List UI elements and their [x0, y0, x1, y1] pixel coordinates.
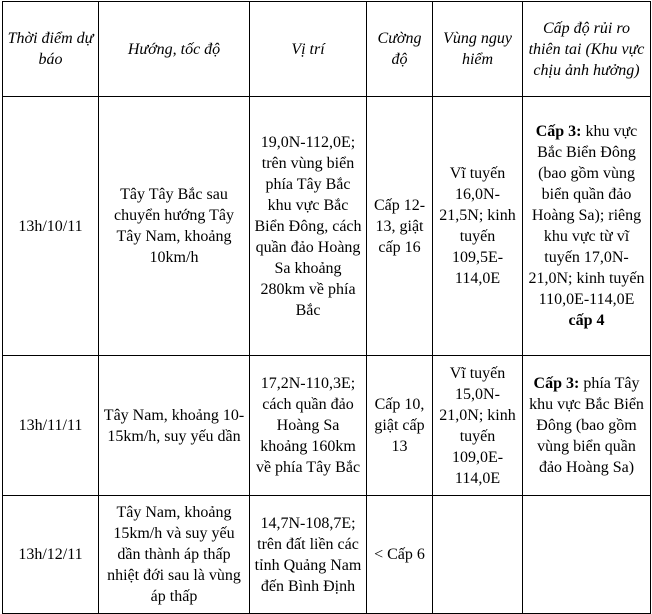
header-position: Vị trí [250, 2, 367, 97]
cell-risk-level [523, 356, 651, 496]
forecast-table [2, 1, 651, 614]
header-danger-zone: Vùng nguy hiểm [433, 2, 523, 97]
risk-level-bold: Cấp 3: [535, 123, 582, 140]
table-row [3, 97, 651, 356]
cell-time: 13h/10/11 [3, 97, 99, 356]
risk-level-text: khu vực Bắc Biển Đông (bao gồm vùng biển quần đảo Hoàng Sa); riêng khu vực từ vĩ tuyến 17,0N-21,0N; kinh tuyến 110,0E-114,0E [528, 123, 645, 308]
cell-time: 13h/12/11 [3, 496, 99, 614]
cell-intensity: Cấp 12-13, giật cấp 16 [367, 97, 433, 356]
cell-time: 13h/11/11 [3, 356, 99, 496]
cell-intensity: < Cấp 6 [367, 496, 433, 614]
risk-level-bold: Cấp 3: [533, 375, 580, 392]
cell-direction: Tây Nam, khoảng 10-15km/h, suy yếu dần [99, 356, 250, 496]
header-intensity: Cường độ [367, 2, 433, 97]
cell-position: 19,0N-112,0E; trên vùng biển phía Tây Bắc khu vực Bắc Biển Đông, cách quần đảo Hoàng Sa khoảng 280km về phía Bắc [250, 97, 367, 356]
cell-position: 17,2N-110,3E; cách quần đảo Hoàng Sa khoảng 160km về phía Tây Bắc [250, 356, 367, 496]
cell-intensity: Cấp 10, giật cấp 13 [367, 356, 433, 496]
cell-risk-level [523, 496, 651, 614]
cell-danger-zone [433, 496, 523, 614]
header-time: Thời điểm dự báo [3, 2, 99, 97]
table-row [3, 356, 651, 496]
table-row [3, 496, 651, 614]
cell-danger-zone: Vĩ tuyến 15,0N-21,0N; kinh tuyến 109,0E-114,0E [433, 356, 523, 496]
risk-level-text: phía Tây khu vực Bắc Biển Đông (bao gồm vùng biển quần đảo Hoàng Sa) [529, 375, 644, 476]
cell-direction: Tây Tây Bắc sau chuyển hướng Tây Tây Nam, khoảng 10km/h [99, 97, 250, 356]
cell-direction: Tây Nam, khoảng 15km/h và suy yếu dần thành áp thấp nhiệt đới sau là vùng áp thấp [99, 496, 250, 614]
risk-level-bold-2: cấp 4 [568, 312, 605, 329]
cell-position: 14,7N-108,7E; trên đất liền các tỉnh Quảng Nam đến Bình Định [250, 496, 367, 614]
header-direction: Hướng, tốc độ [99, 2, 250, 97]
cell-risk-level [523, 97, 651, 356]
header-row [3, 2, 651, 97]
cell-danger-zone: Vĩ tuyến 16,0N-21,5N; kinh tuyến 109,5E-114,0E [433, 97, 523, 356]
header-risk-level: Cấp độ rủi ro thiên tai (Khu vực chịu ảnh hưởng) [523, 2, 651, 97]
